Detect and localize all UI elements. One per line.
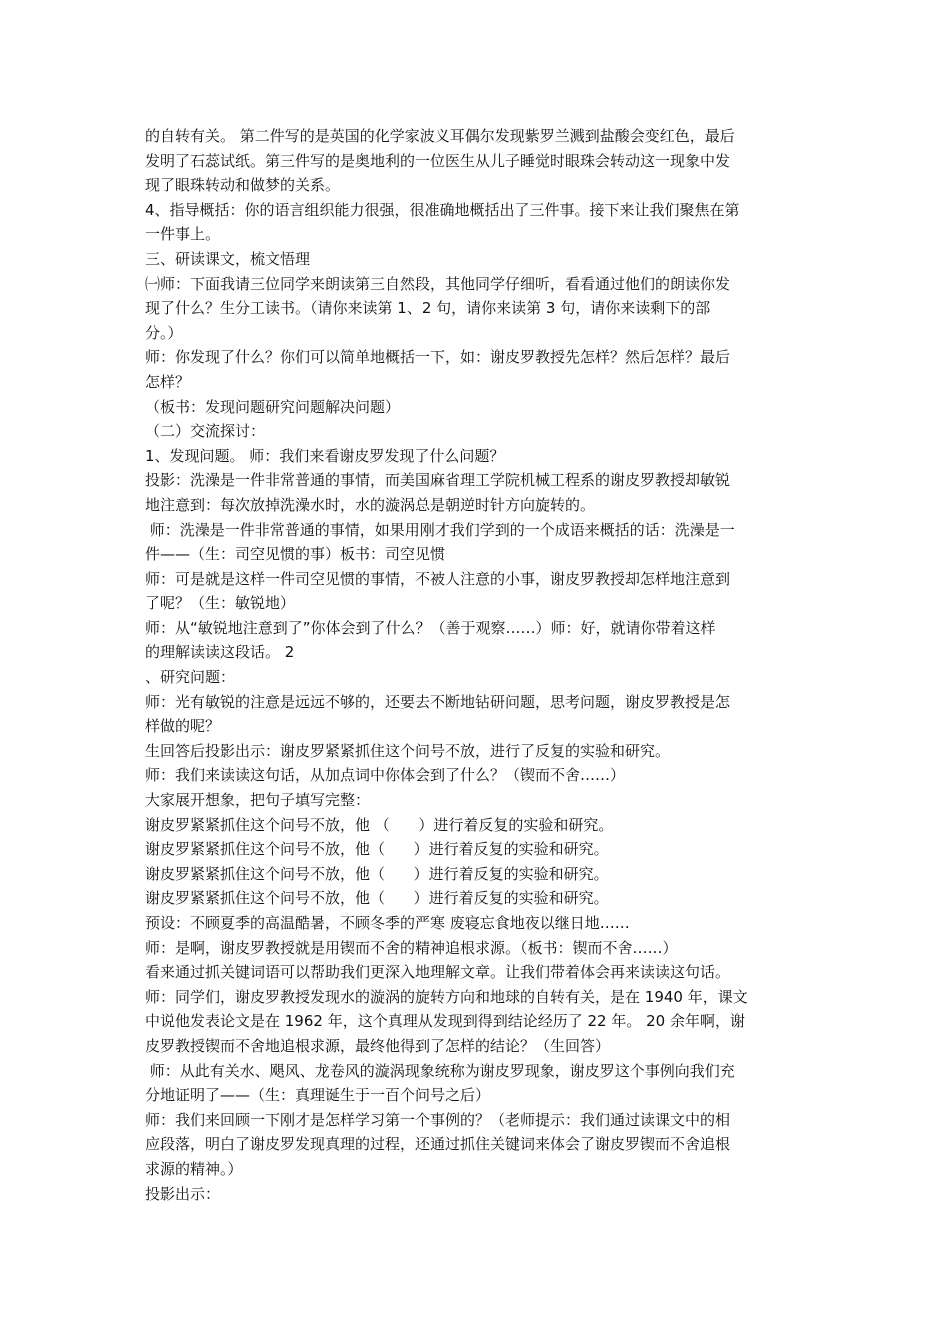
text-line: 分。） (145, 323, 183, 342)
text-line: 师：是啊，谢皮罗教授就是用锲而不舍的精神追根求源。（板书：锲而不舍……） (145, 938, 678, 957)
text-line: 师：我们来回顾一下刚才是怎样学习第一个事例的？（老师提示：我们通过读课文中的相 (145, 1110, 731, 1129)
document-body (145, 124, 813, 1206)
fill-blank-line: 谢皮罗紧紧抓住这个问号不放，他 （ ）进行着反复的实验和研究。 (145, 815, 614, 834)
text-line: 件——（生：司空见惯的事）板书：司空见惯 (145, 545, 446, 564)
text-line: ㈠师：下面我请三位同学来朗读第三自然段，其他同学仔细听，看看通过他们的朗读你发 (145, 274, 731, 293)
text-line: 4、指导概括：你的语言组织能力很强，很准确地概括出了三件事。接下来让我们聚焦在第 (145, 200, 740, 219)
text-line: 生回答后投影出示：谢皮罗紧紧抓住这个问号不放，进行了反复的实验和研究。 (145, 741, 671, 760)
text-line: 1、发现问题。 师：我们来看谢皮罗发现了什么问题？ (145, 446, 505, 465)
text-line: 大家展开想象，把句子填写完整： (145, 791, 371, 810)
text-line: 怎样？ (145, 372, 191, 391)
text-line: 师：洗澡是一件非常普通的事情，如果用刚才我们学到的一个成语来概括的话：洗澡是一 (145, 520, 735, 539)
text-line: 师：从“敏锐地注意到了”你体会到了什么？（善于观察……）师：好，就请你带着这样 (145, 618, 716, 637)
text-line: 、研究问题： (145, 668, 236, 687)
fill-blank-line: 谢皮罗紧紧抓住这个问号不放，他（ ）进行着反复的实验和研究。 (145, 840, 609, 859)
text-line: 现了眼珠转动和做梦的关系。 (145, 176, 341, 195)
text-line: 师：我们来读读这句话，从加点词中你体会到了什么？（锲而不舍……） (145, 766, 626, 785)
fill-blank-line: 谢皮罗紧紧抓住这个问号不放，他（ ）进行着反复的实验和研究。 (145, 864, 609, 883)
text-line: 师：从此有关水、飓风、龙卷风的漩涡现象统称为谢皮罗现象，谢皮罗这个事例向我们充 (145, 1061, 735, 1080)
subsection-heading: （二）交流探讨： (145, 422, 266, 441)
text-line: 师：你发现了什么？你们可以简单地概括一下，如：谢皮罗教授先怎样？然后怎样？最后 (145, 348, 731, 367)
text-line: 应段落，明白了谢皮罗发现真理的过程，还通过抓住关键词来体会了谢皮罗锲而不舍追根 (145, 1135, 731, 1154)
text-line: 地注意到：每次放掉洗澡水时，水的漩涡总是朝逆时针方向旋转的。 (145, 495, 596, 514)
text-line: 的理解读读这段话。 2 (145, 643, 295, 662)
text-line: 师：同学们，谢皮罗教授发现水的漩涡的旋转方向和地球的自转有关，是在 1940 年，课文 (145, 987, 748, 1006)
text-line: 发明了石蕊试纸。第三件写的是奥地利的一位医生从儿子睡觉时眼珠会转动这一现象中发 (145, 151, 731, 170)
text-line: 预设：不顾夏季的高温酷暑，不顾冬季的严寒 废寝忘食地夜以继日地…… (145, 914, 630, 932)
text-line: 看来通过抓关键词语可以帮助我们更深入地理解文章。让我们带着体会再来读读这句话。 (145, 963, 731, 982)
text-line: （板书：发现问题研究问题解决问题） (145, 397, 401, 416)
text-line: 样做的呢？ (145, 717, 221, 736)
text-line: 分地证明了——（生：真理诞生于一百个问号之后） (145, 1086, 491, 1105)
text-line: 师：可是就是这样一件司空见惯的事情，不被人注意的小事，谢皮罗教授却怎样地注意到 (145, 569, 731, 588)
text-line: 的自转有关。 第二件写的是英国的化学家波义耳偶尔发现紫罗兰溅到盐酸会变红色，最后 (145, 127, 735, 145)
text-line: 中说他发表论文是在 1962 年，这个真理从发现到得到结论经历了 22 年。 20 余年啊，谢 (145, 1012, 745, 1031)
text-line: 皮罗教授锲而不舍地追根求源，最终他得到了怎样的结论？（生回答） (145, 1036, 611, 1055)
text-line: 投影出示： (145, 1184, 221, 1203)
text-line: 现了什么？生分工读书。（请你来读第 1、2 句，请你来读第 3 句，请你来读剩下的部 (145, 299, 711, 318)
fill-blank-line: 谢皮罗紧紧抓住这个问号不放，他（ ）进行着反复的实验和研究。 (145, 889, 609, 908)
text-line: 师：光有敏锐的注意是远远不够的，还要去不断地钻研问题，思考问题，谢皮罗教授是怎 (145, 692, 731, 711)
text-line: 求源的精神。） (145, 1159, 243, 1178)
text-line: 了呢？（生：敏锐地） (145, 594, 296, 613)
text-line: 一件事上。 (145, 225, 221, 244)
text-line: 投影：洗澡是一件非常普通的事情，而美国麻省理工学院机械工程系的谢皮罗教授却敏锐 (145, 471, 731, 490)
section-heading: 三、研读课文，梳文悟理 (145, 249, 311, 268)
